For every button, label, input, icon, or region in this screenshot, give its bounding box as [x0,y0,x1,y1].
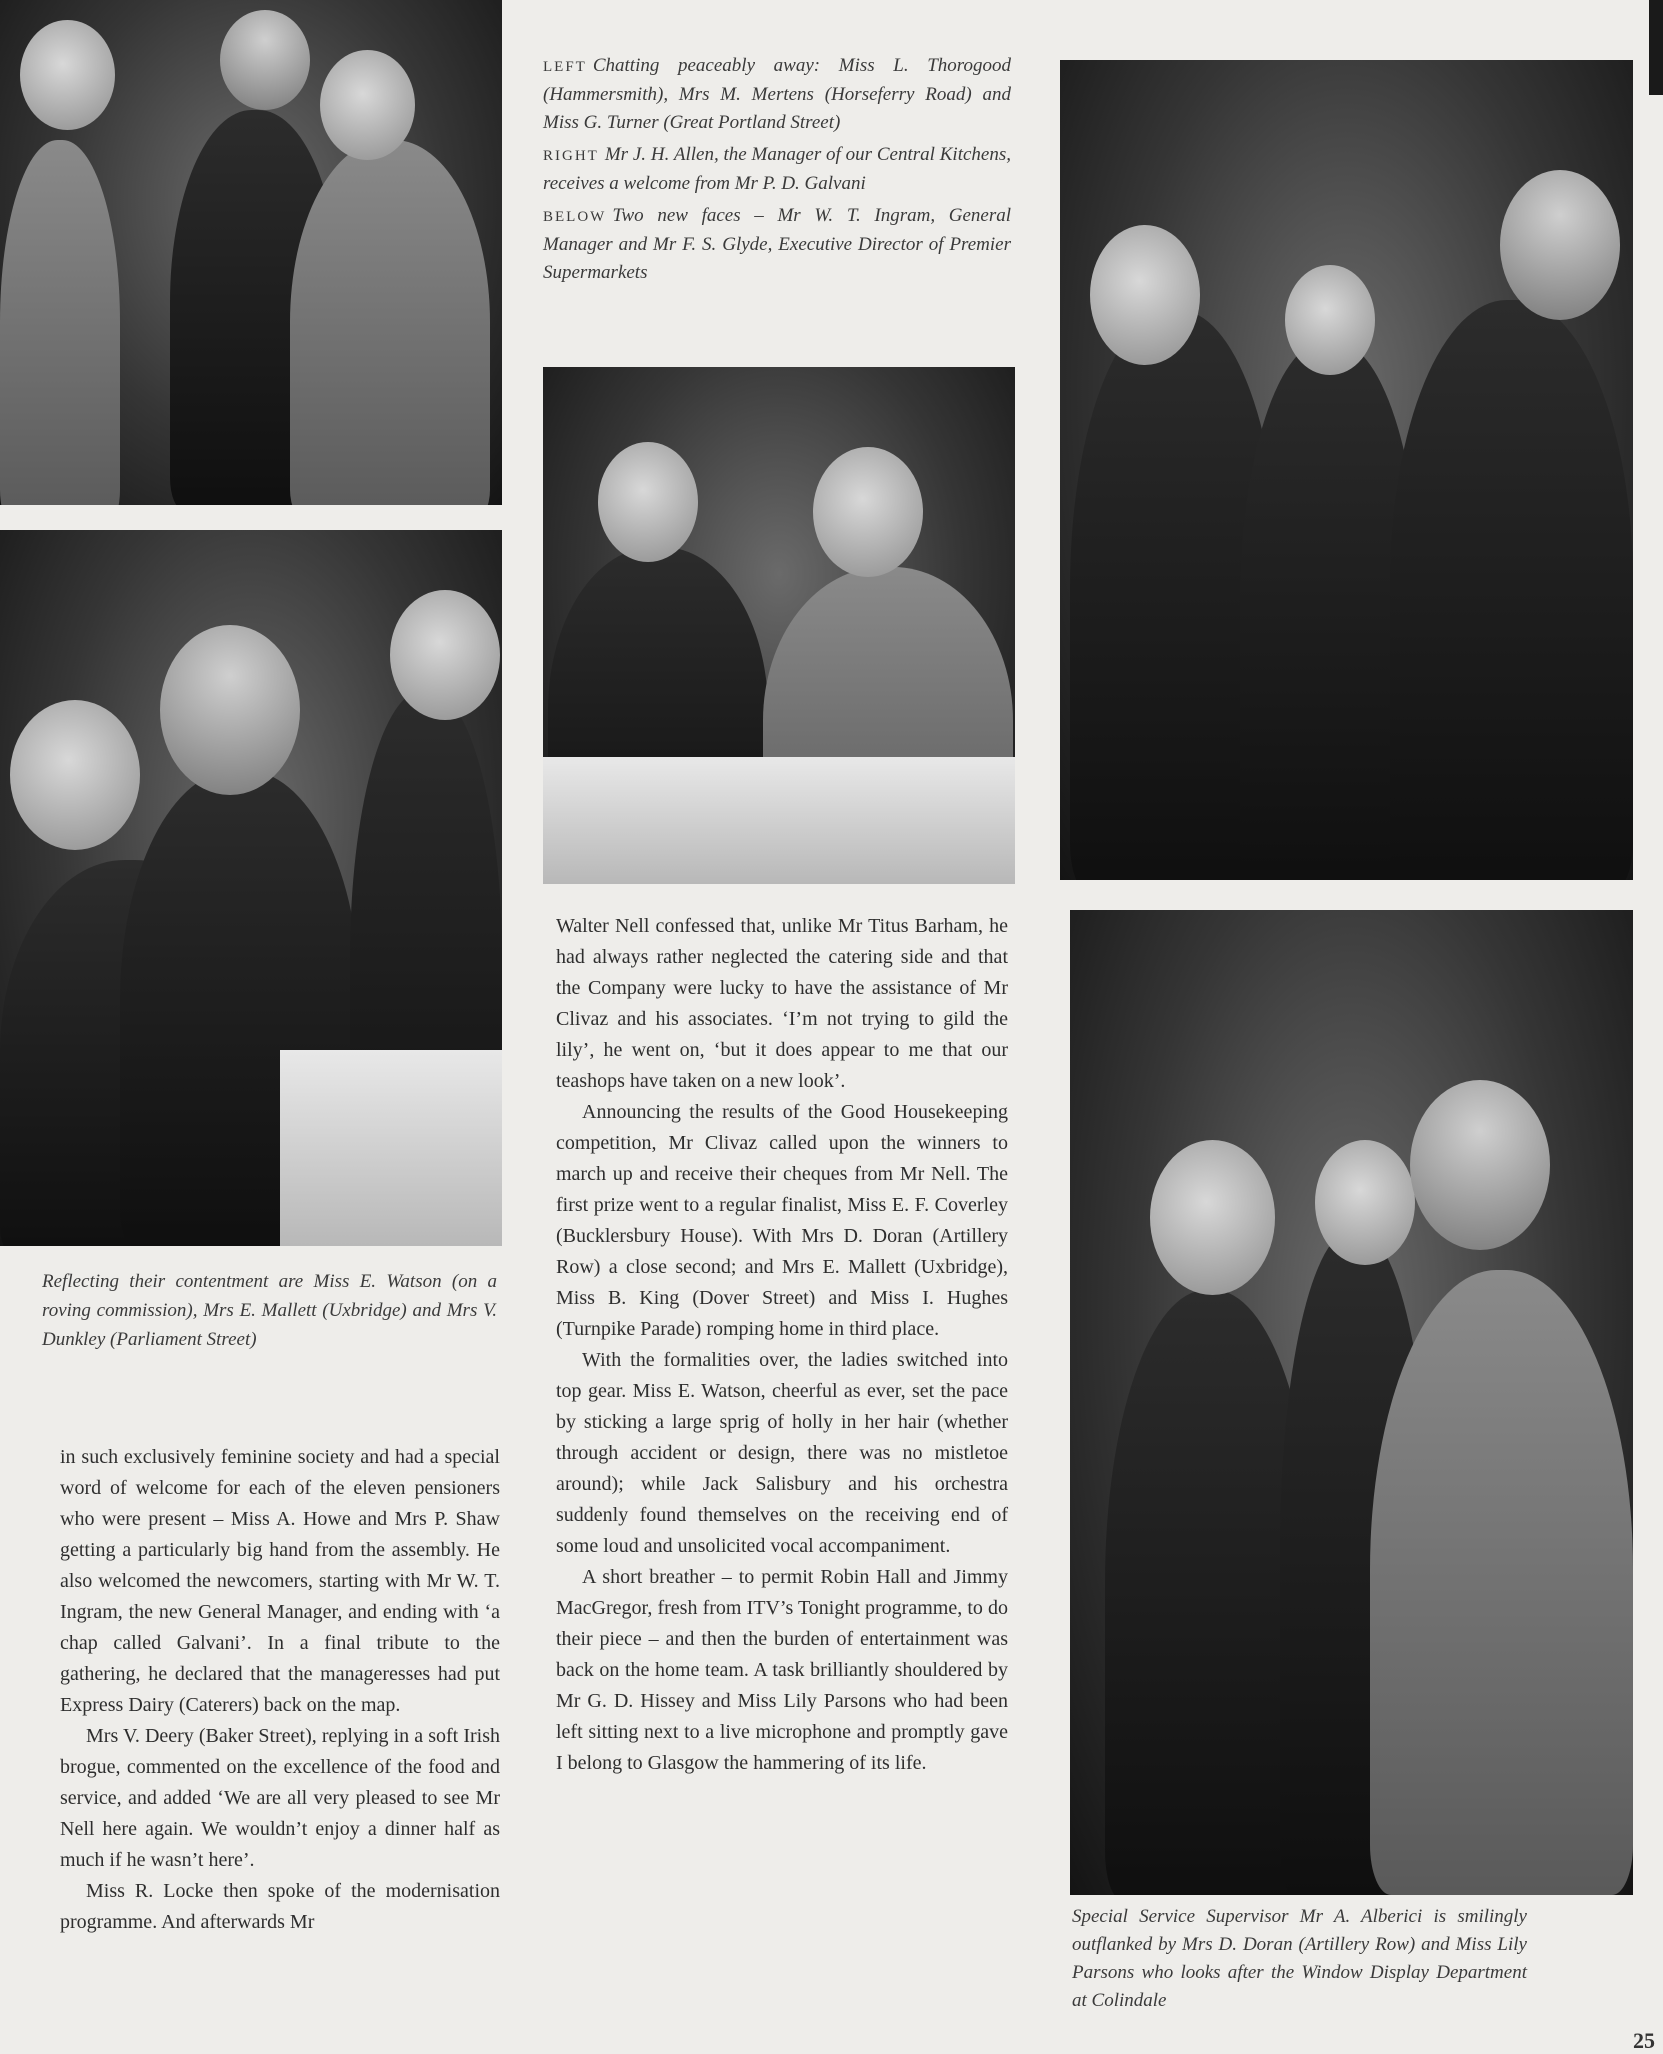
photo-three-with-drinks [1070,910,1633,1895]
paragraph: Walter Nell confessed that, unlike Mr Titus Barham, he had always rather neglected the catering side and that the Company were lucky to have the assistance of Mr Clivaz and his associates. ‘I’m not trying to gild the lily’, he went on, ‘but it does appear to me that our teashops have taken on a new look’. [556,915,1008,1092]
top-captions [543,52,1011,291]
body-middle-column [556,911,1008,1779]
paragraph: Miss R. Locke then spoke of the modernisation programme. And afterwards Mr [60,1880,500,1933]
paragraph: Announcing the results of the Good Housekeeping competition, Mr Clivaz called upon the winners to march up and receive their cheques from Mr Nell. The first prize went to a regular finalist, Miss E. F. Coverley (Bucklersbury House). With Mrs D. Doran (Artillery Row) a close second; and Mrs E. Mallett (Uxbridge), Miss B. King (Dover Street) and Miss I. Hughes (Turnpike Parade) romping home in third place. [556,1101,1008,1340]
paragraph: A short breather – to permit Robin Hall and Jimmy MacGregor, fresh from ITV’s Tonight programme, to do their piece – and then the burden of entertainment was back on the home team. A task brilliantly shouldered by Mr G. D. Hissey and Miss Lily Parsons who had been left sitting next to a live microphone and promptly gave I belong to Glasgow the hammering of its life. [556,1566,1008,1774]
photo-three-women [0,0,502,505]
caption-reflecting: Reflecting their contentment are Miss E. Watson (on a roving commission), Mrs E. Mallett (Uxbridge) and Mrs V. Dunkley (Parliament Street) [42,1271,497,1350]
caption-special: Special Service Supervisor Mr A. Alberici is smilingly outflanked by Mrs D. Doran (Artillery Row) and Miss Lily Parsons who looks after the Window Display Department at Colindale [1072,1906,1527,2011]
paragraph: With the formalities over, the ladies switched into top gear. Miss E. Watson, cheerful as ever, set the pace by sticking a large sprig of holly in her hair (whether through accident or design, there was no mistletoe around); while Jack Salisbury and his orchestra suddenly found themselves on the receiving end of some loud and unsolicited vocal accompaniment. [556,1349,1008,1557]
photo-two-men-seated [543,367,1015,884]
photo-handshake [1060,60,1633,880]
paragraph: in such exclusively feminine society and had a special word of welcome for each of the eleven pensioners who were present – Miss A. Howe and Mrs P. Shaw getting a particularly big hand from the assembly. He also welcomed the newcomers, starting with Mr W. T. Ingram, the new General Manager, and ending with ‘a chap called Galvani’. In a final tribute to the gathering, he declared that the manageresses had put Express Dairy (Caterers) back on the map. [60,1446,500,1716]
caption-below: BELOW Two new faces – Mr W. T. Ingram, General Manager and Mr F. S. Glyde, Executive Director of Premier Supermarkets [543,205,1011,283]
caption-right: RIGHT Mr J. H. Allen, the Manager of our Central Kitchens, receives a welcome from Mr P. D. Galvani [543,144,1011,194]
body-left-column [60,1442,500,1938]
page-edge [1649,0,1663,95]
paragraph: Mrs V. Deery (Baker Street), replying in a soft Irish brogue, commented on the excellence of the food and service, and added ‘We are all very pleased to see Mr Nell here again. We wouldn’t enjoy a dinner half as much if he wasn’t here’. [60,1725,500,1871]
caption-left: LEFT Chatting peaceably away: Miss L. Thorogood (Hammersmith), Mrs M. Mertens (Horseferry Road) and Miss G. Turner (Great Portland Street) [543,55,1011,133]
page-number: 25 [1633,2028,1655,2053]
photo-seated-ladies [0,530,502,1246]
